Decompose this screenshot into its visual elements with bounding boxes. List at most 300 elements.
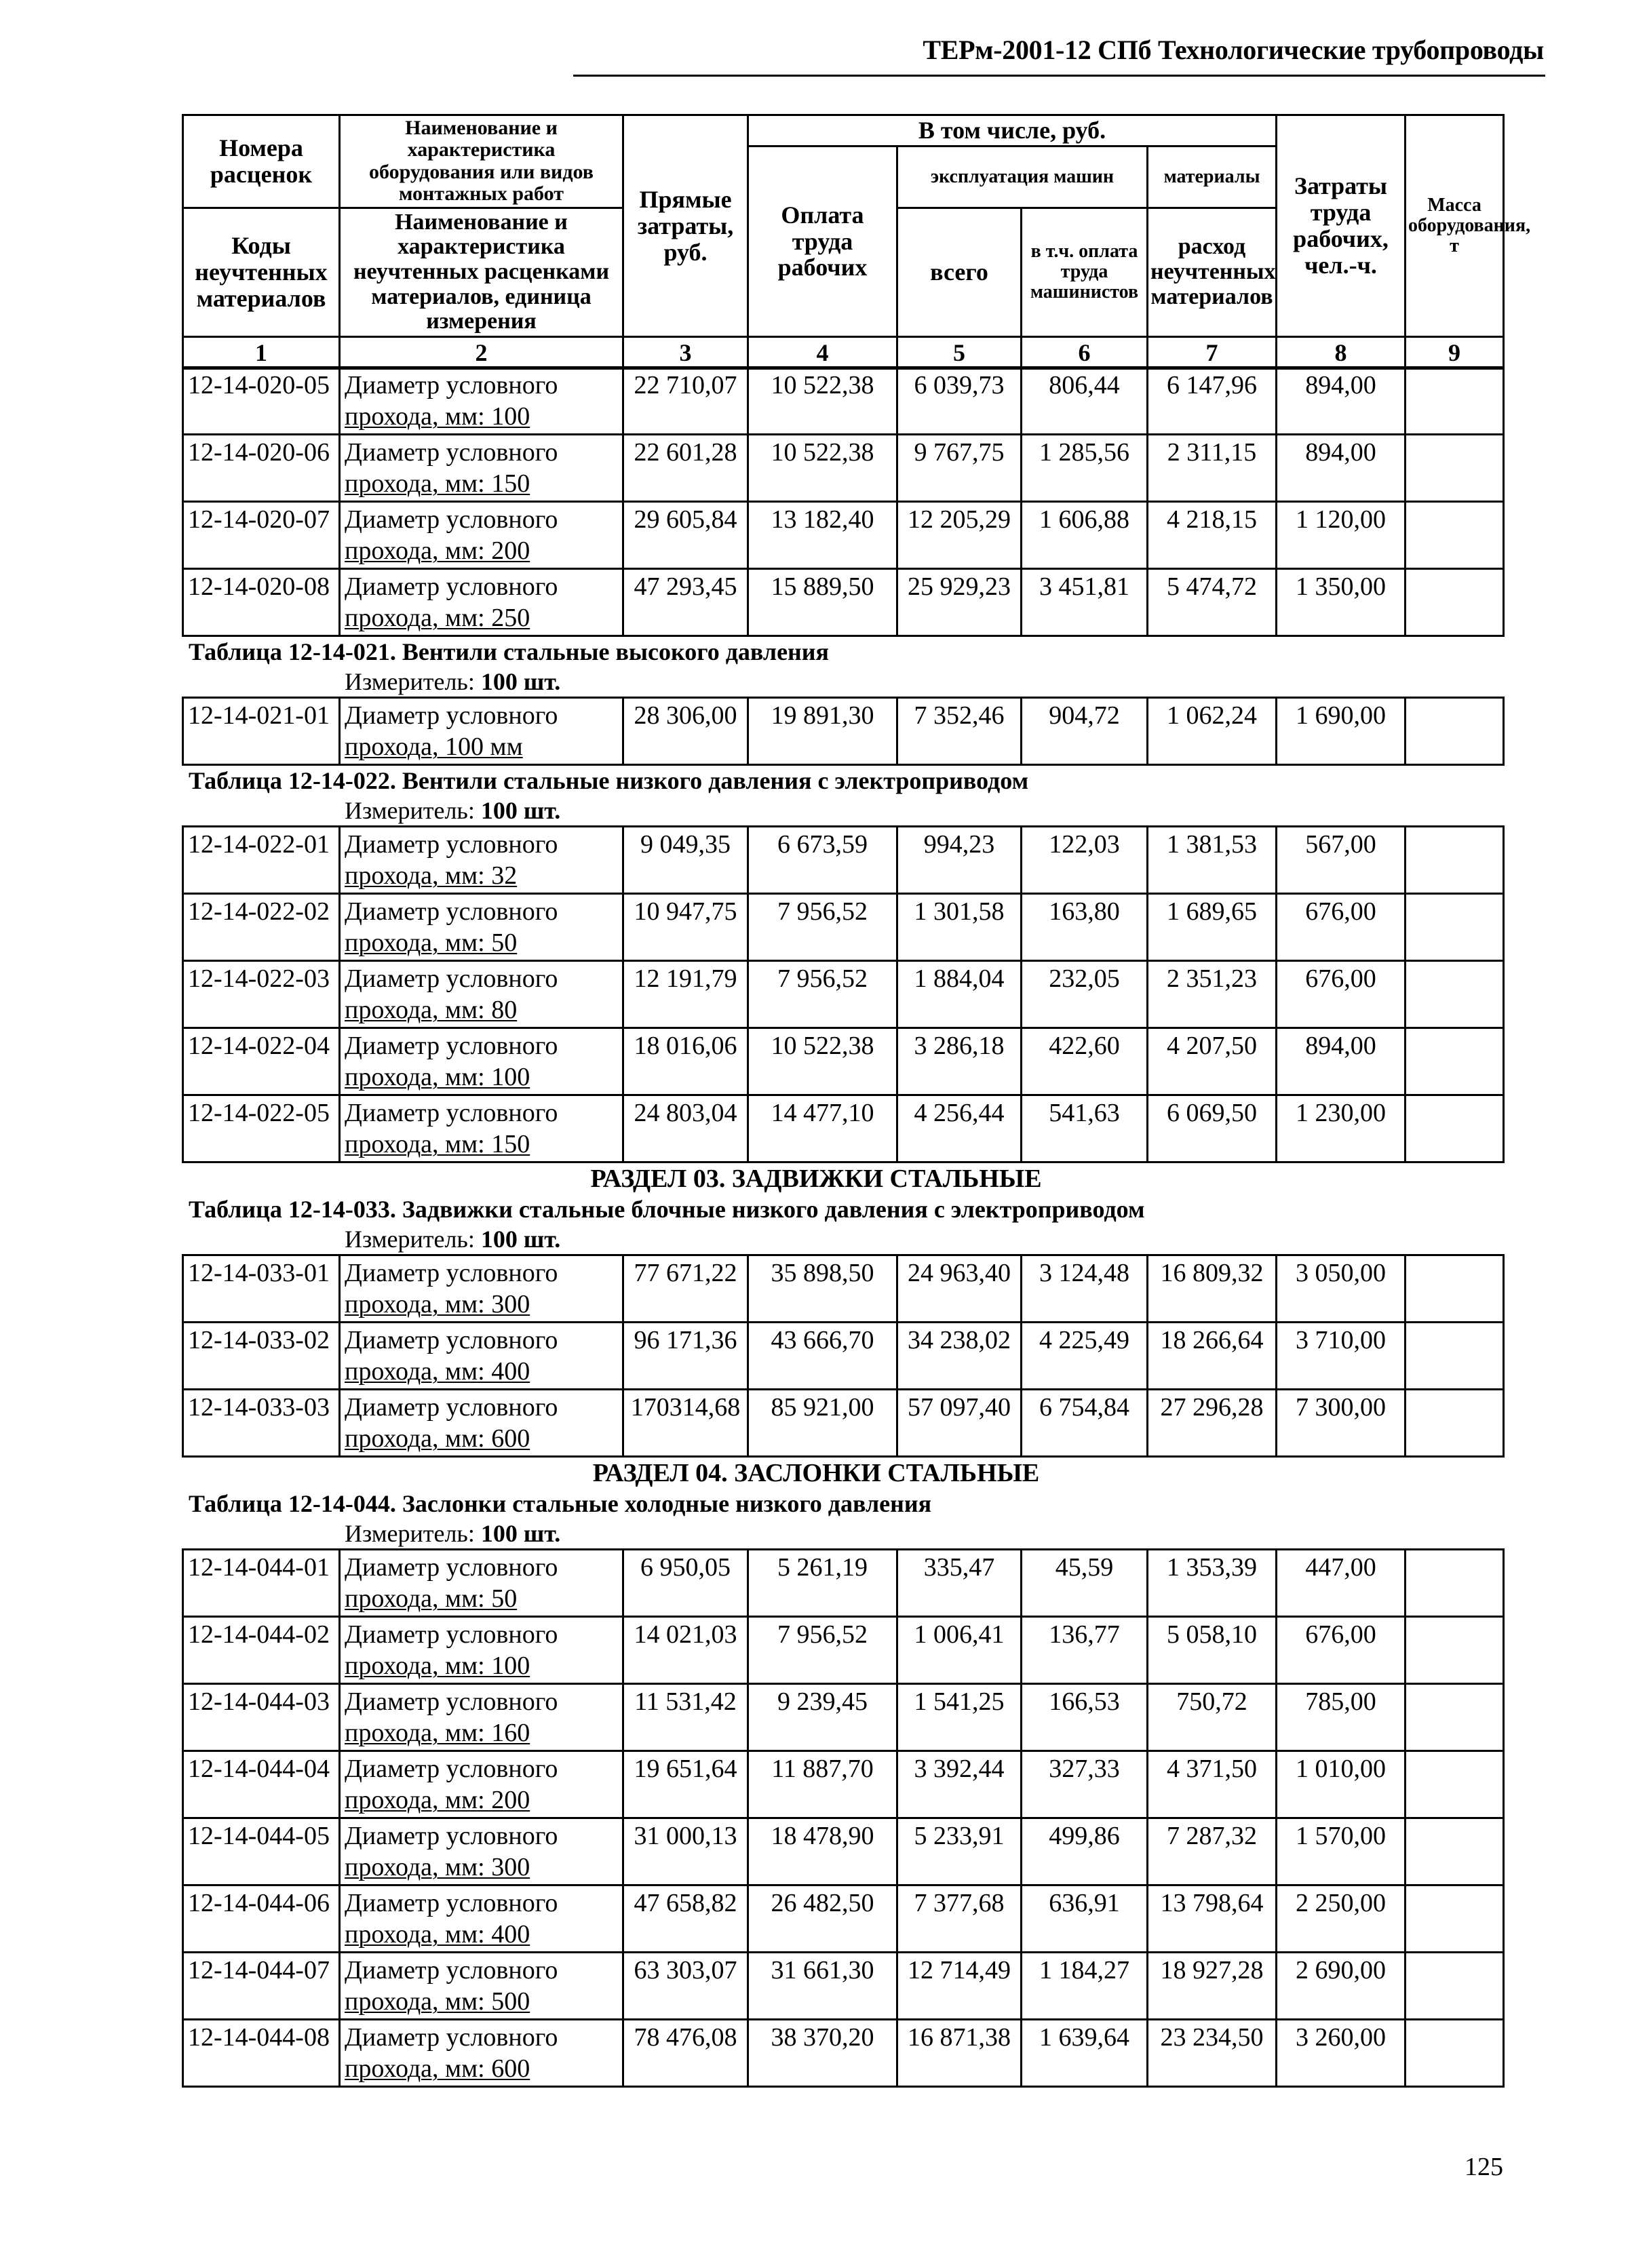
rate-code: 12-14-044-01 [183,1550,340,1617]
value-hours: 7 300,00 [1277,1390,1406,1457]
table-row [183,827,1504,894]
table-row [183,1323,1504,1390]
rate-code: 12-14-044-07 [183,1953,340,2020]
table-row [183,894,1504,961]
col-number: 7 [1148,337,1277,369]
value-direct: 63 303,07 [623,1953,748,2020]
table-caption: Таблица 12-14-021. Вентили стальные высокого давления [189,638,830,665]
table-row [183,1617,1504,1684]
value-mat: 13 798,64 [1148,1885,1277,1953]
value-mat: 18 266,64 [1148,1323,1277,1390]
value-mach: 1 301,58 [897,894,1022,961]
work-description [340,2020,623,2087]
value-labor: 13 182,40 [748,502,897,569]
value-mass [1406,894,1504,961]
description-line2: прохода, мм: 50 [345,928,518,957]
col-number: 3 [623,337,748,369]
description-line1: Диаметр условного [345,505,558,534]
description-line2: прохода, мм: 50 [345,1584,518,1613]
value-mass [1406,1684,1504,1751]
value-mass [1406,698,1504,765]
value-labor: 6 673,59 [748,827,897,894]
value-mach-labor: 1 639,64 [1022,2020,1148,2087]
rate-code: 12-14-020-07 [183,502,340,569]
col2-header-bottom: Наименование и характеристика неучтенных расценками материалов, единица измерения [340,208,623,337]
col-number: 4 [748,337,897,369]
value-mass [1406,1818,1504,1885]
description-line1: Диаметр условного [345,572,558,601]
work-description [340,1323,623,1390]
description-line2: прохода, мм: 80 [345,996,518,1024]
value-mach: 12 205,29 [897,502,1022,569]
work-description [340,1684,623,1751]
value-mat: 750,72 [1148,1684,1277,1751]
measure-line [182,1519,1511,1548]
value-labor: 85 921,00 [748,1390,897,1457]
description-line2: прохода, мм: 100 [345,402,530,431]
value-labor: 14 477,10 [748,1095,897,1162]
value-mass [1406,1390,1504,1457]
rate-code: 12-14-044-06 [183,1885,340,1953]
value-mat: 16 809,32 [1148,1255,1277,1323]
value-direct: 77 671,22 [623,1255,748,1323]
description-line1: Диаметр условного [345,1032,558,1060]
col5-header: всего [897,208,1022,337]
value-mach: 6 039,73 [897,368,1022,435]
value-mass [1406,1323,1504,1390]
rate-code: 12-14-022-05 [183,1095,340,1162]
rate-code: 12-14-033-01 [183,1255,340,1323]
value-mass [1406,502,1504,569]
value-mach: 7 377,68 [897,1885,1022,1953]
value-mach-labor: 4 225,49 [1022,1323,1148,1390]
measure-value: 100 шт. [480,797,561,824]
value-mat: 1 381,53 [1148,827,1277,894]
measure-label: Измеритель: [345,1226,475,1253]
value-labor: 10 522,38 [748,1028,897,1095]
col1-header-bottom: Коды неучтенных материалов [183,208,340,337]
table-block [182,1458,1511,2088]
description-line1: Диаметр условного [345,1620,558,1649]
value-labor: 18 478,90 [748,1818,897,1885]
work-description [340,1885,623,1953]
rates-table [182,1254,1505,1458]
description-line1: Диаметр условного [345,371,558,399]
value-mat: 2 311,15 [1148,435,1277,502]
description-line1: Диаметр условного [345,1687,558,1716]
value-mat: 1 689,65 [1148,894,1277,961]
value-hours: 3 260,00 [1277,2020,1406,2087]
table-row [183,961,1504,1028]
value-direct: 170314,68 [623,1390,748,1457]
work-description [340,894,623,961]
value-mach: 3 286,18 [897,1028,1022,1095]
value-hours: 567,00 [1277,827,1406,894]
rate-code: 12-14-021-01 [183,698,340,765]
rate-code: 12-14-044-08 [183,2020,340,2087]
value-labor: 43 666,70 [748,1323,897,1390]
col8-header: Затраты труда рабочих, чел.-ч. [1277,115,1406,337]
rate-code: 12-14-033-03 [183,1390,340,1457]
measure-label: Измеритель: [345,668,475,695]
value-labor: 11 887,70 [748,1751,897,1818]
col2-header-top: Наименование и характеристика оборудования или видов монтажных работ [340,115,623,208]
description-line2: прохода, мм: 100 [345,1063,530,1091]
value-mach: 25 929,23 [897,569,1022,636]
description-line1: Диаметр условного [345,1956,558,1984]
description-line2: прохода, мм: 200 [345,536,530,565]
description-line1: Диаметр условного [345,1822,558,1850]
table-row [183,1095,1504,1162]
description-line1: Диаметр условного [345,1393,558,1422]
value-hours: 1 010,00 [1277,1751,1406,1818]
value-direct: 12 191,79 [623,961,748,1028]
value-mach-labor: 166,53 [1022,1684,1148,1751]
value-mat: 4 218,15 [1148,502,1277,569]
value-mat: 6 069,50 [1148,1095,1277,1162]
description-line2: прохода, мм: 600 [345,1424,530,1453]
value-hours: 3 710,00 [1277,1323,1406,1390]
value-labor: 19 891,30 [748,698,897,765]
value-labor: 10 522,38 [748,435,897,502]
value-labor: 38 370,20 [748,2020,897,2087]
table-caption: Таблица 12-14-022. Вентили стальные низкого давления с электроприводом [189,767,1029,794]
value-mach: 12 714,49 [897,1953,1022,2020]
rates-table [182,825,1505,1163]
section-title: РАЗДЕЛ 03. ЗАДВИЖКИ СТАЛЬНЫЕ [590,1165,1042,1193]
value-direct: 18 016,06 [623,1028,748,1095]
work-description [340,1818,623,1885]
value-mass [1406,961,1504,1028]
value-mach-labor: 327,33 [1022,1751,1148,1818]
value-mat: 1 353,39 [1148,1550,1277,1617]
value-direct: 19 651,64 [623,1751,748,1818]
value-mach-labor: 136,77 [1022,1617,1148,1684]
column-number-row [183,337,1504,369]
value-hours: 1 350,00 [1277,569,1406,636]
rates-table [182,1548,1505,2088]
description-line1: Диаметр условного [345,701,558,730]
value-mass [1406,1255,1504,1323]
col3-header: Прямые затраты, руб. [623,115,748,337]
group-header: В том числе, руб. [748,115,1277,146]
value-mat: 5 058,10 [1148,1617,1277,1684]
value-mach-labor: 422,60 [1022,1028,1148,1095]
value-hours: 2 250,00 [1277,1885,1406,1953]
value-mach: 5 233,91 [897,1818,1022,1885]
rate-code: 12-14-044-05 [183,1818,340,1885]
value-mass [1406,368,1504,435]
value-mach-labor: 6 754,84 [1022,1390,1148,1457]
col6-header: в т.ч. оплата труда машинистов [1022,208,1148,337]
description-line1: Диаметр условного [345,897,558,926]
value-hours: 1 570,00 [1277,1818,1406,1885]
value-mach: 335,47 [897,1550,1022,1617]
value-labor: 26 482,50 [748,1885,897,1953]
value-mach-labor: 232,05 [1022,961,1148,1028]
table-row [183,368,1504,435]
rate-code: 12-14-022-02 [183,894,340,961]
value-mach: 24 963,40 [897,1255,1022,1323]
work-description [340,435,623,502]
table-row [183,1818,1504,1885]
value-hours: 1 690,00 [1277,698,1406,765]
description-line1: Диаметр условного [345,830,558,859]
work-description [340,1751,623,1818]
col-number: 2 [340,337,623,369]
table-row [183,435,1504,502]
value-mass [1406,1550,1504,1617]
value-hours: 2 690,00 [1277,1953,1406,2020]
value-mach-labor: 806,44 [1022,368,1148,435]
value-mass [1406,435,1504,502]
value-hours: 676,00 [1277,1617,1406,1684]
rates-content [182,366,1511,2088]
description-line2: прохода, мм: 600 [345,2054,530,2083]
value-labor: 7 956,52 [748,1617,897,1684]
value-labor: 31 661,30 [748,1953,897,2020]
measure-line [182,667,1511,697]
description-line2: прохода, мм: 150 [345,469,530,498]
table-row [183,1550,1504,1617]
table-row [183,2020,1504,2087]
value-mach-labor: 1 606,88 [1022,502,1148,569]
table-row [183,698,1504,765]
work-description [340,1617,623,1684]
value-mach-labor: 1 285,56 [1022,435,1148,502]
work-description [340,1390,623,1457]
measure-label: Измеритель: [345,797,475,824]
description-line1: Диаметр условного [345,1553,558,1582]
value-direct: 31 000,13 [623,1818,748,1885]
description-line2: прохода, мм: 400 [345,1357,530,1386]
work-description [340,1953,623,2020]
rate-code: 12-14-044-02 [183,1617,340,1684]
description-line1: Диаметр условного [345,964,558,993]
description-line2: прохода, мм: 250 [345,604,530,632]
value-mach: 57 097,40 [897,1390,1022,1457]
rate-code: 12-14-044-03 [183,1684,340,1751]
value-mach-labor: 3 124,48 [1022,1255,1148,1323]
value-mass [1406,569,1504,636]
measure-value: 100 шт. [480,1226,561,1253]
value-mach: 16 871,38 [897,2020,1022,2087]
value-labor: 9 239,45 [748,1684,897,1751]
measure-label: Измеритель: [345,1520,475,1547]
table-row [183,502,1504,569]
value-hours: 676,00 [1277,961,1406,1028]
value-direct: 10 947,75 [623,894,748,961]
description-line1: Диаметр условного [345,1259,558,1287]
rate-code: 12-14-020-05 [183,368,340,435]
work-description [340,368,623,435]
value-labor: 35 898,50 [748,1255,897,1323]
table-row [183,1684,1504,1751]
description-line1: Диаметр условного [345,2023,558,2052]
col1-header-top: Номера расценок [183,115,340,208]
value-direct: 22 601,28 [623,435,748,502]
work-description [340,827,623,894]
machines-header: эксплуатация машин [897,146,1148,208]
value-mach: 994,23 [897,827,1022,894]
rate-code: 12-14-020-08 [183,569,340,636]
description-line1: Диаметр условного [345,1099,558,1127]
table-block [182,637,1511,766]
rate-code: 12-14-022-01 [183,827,340,894]
value-hours: 676,00 [1277,894,1406,961]
value-mass [1406,1617,1504,1684]
col-number: 6 [1022,337,1148,369]
work-description [340,961,623,1028]
value-mass [1406,1751,1504,1818]
value-mach: 1 884,04 [897,961,1022,1028]
work-description [340,502,623,569]
value-mat: 27 296,28 [1148,1390,1277,1457]
description-line2: прохода, мм: 32 [345,861,518,890]
description-line2: прохода, мм: 160 [345,1719,530,1747]
table-row [183,1885,1504,1953]
work-description [340,1028,623,1095]
rate-code: 12-14-022-04 [183,1028,340,1095]
value-mach-labor: 1 184,27 [1022,1953,1148,2020]
value-mat: 5 474,72 [1148,569,1277,636]
value-mach: 4 256,44 [897,1095,1022,1162]
col-number: 8 [1277,337,1406,369]
value-hours: 785,00 [1277,1684,1406,1751]
value-direct: 29 605,84 [623,502,748,569]
section-title: РАЗДЕЛ 04. ЗАСЛОНКИ СТАЛЬНЫЕ [592,1459,1040,1487]
table-block [182,766,1511,1163]
value-mach: 1 006,41 [897,1617,1022,1684]
value-hours: 3 050,00 [1277,1255,1406,1323]
value-hours: 1 120,00 [1277,502,1406,569]
value-hours: 894,00 [1277,368,1406,435]
col-number: 1 [183,337,340,369]
col9-header: Масса оборудования, т [1406,115,1504,337]
value-hours: 894,00 [1277,435,1406,502]
page-number: 125 [1465,2153,1503,2181]
value-mach: 1 541,25 [897,1684,1022,1751]
description-line1: Диаметр условного [345,438,558,467]
work-description [340,1095,623,1162]
value-direct: 96 171,36 [623,1323,748,1390]
rate-code: 12-14-033-02 [183,1323,340,1390]
table-block [182,1163,1511,1458]
value-hours: 894,00 [1277,1028,1406,1095]
description-line1: Диаметр условного [345,1755,558,1783]
value-labor: 5 261,19 [748,1550,897,1617]
col4-header: Оплата труда рабочих [748,146,897,336]
value-mach: 9 767,75 [897,435,1022,502]
table-caption: Таблица 12-14-044. Заслонки стальные холодные низкого давления [189,1490,932,1517]
value-direct: 11 531,42 [623,1684,748,1751]
value-mass [1406,1028,1504,1095]
value-direct: 28 306,00 [623,698,748,765]
measure-line [182,796,1511,825]
value-mass [1406,1095,1504,1162]
table-row [183,1953,1504,2020]
value-hours: 447,00 [1277,1550,1406,1617]
table-row [183,1028,1504,1095]
measure-value: 100 шт. [480,1520,561,1547]
rates-table [182,366,1505,637]
work-description [340,1550,623,1617]
header-rule [573,75,1545,77]
value-direct: 78 476,08 [623,2020,748,2087]
value-mat: 6 147,96 [1148,368,1277,435]
value-hours: 1 230,00 [1277,1095,1406,1162]
value-mach-labor: 904,72 [1022,698,1148,765]
value-labor: 7 956,52 [748,894,897,961]
description-line2: прохода, мм: 500 [345,1987,530,2016]
col7-header: расход неучтенных материалов [1148,208,1277,337]
value-mass [1406,1885,1504,1953]
value-direct: 9 049,35 [623,827,748,894]
value-mach-labor: 3 451,81 [1022,569,1148,636]
value-direct: 24 803,04 [623,1095,748,1162]
value-mat: 2 351,23 [1148,961,1277,1028]
col-number: 9 [1406,337,1504,369]
rates-table [182,697,1505,766]
work-description [340,1255,623,1323]
page-header-title: ТЕРм-2001-12 СПб Технологические трубопроводы [923,35,1544,65]
table-row [183,1751,1504,1818]
value-mat: 7 287,32 [1148,1818,1277,1885]
value-mach-labor: 163,80 [1022,894,1148,961]
value-labor: 15 889,50 [748,569,897,636]
description-line2: прохода, мм: 200 [345,1786,530,1814]
rate-code: 12-14-020-06 [183,435,340,502]
description-line2: прохода, мм: 100 [345,1651,530,1680]
value-mach: 34 238,02 [897,1323,1022,1390]
value-labor: 7 956,52 [748,961,897,1028]
value-mach-labor: 122,03 [1022,827,1148,894]
description-line1: Диаметр условного [345,1889,558,1917]
description-line1: Диаметр условного [345,1326,558,1354]
value-direct: 47 658,82 [623,1885,748,1953]
value-direct: 14 021,03 [623,1617,748,1684]
value-mach: 7 352,46 [897,698,1022,765]
description-line2: прохода, мм: 300 [345,1290,530,1318]
value-direct: 22 710,07 [623,368,748,435]
value-direct: 47 293,45 [623,569,748,636]
value-mat: 4 207,50 [1148,1028,1277,1095]
value-mach-labor: 636,91 [1022,1885,1148,1953]
value-labor: 10 522,38 [748,368,897,435]
value-mass [1406,1953,1504,2020]
value-mach: 3 392,44 [897,1751,1022,1818]
value-direct: 6 950,05 [623,1550,748,1617]
table-row [183,569,1504,636]
value-mat: 18 927,28 [1148,1953,1277,2020]
value-mach-labor: 541,63 [1022,1095,1148,1162]
table-caption: Таблица 12-14-033. Задвижки стальные блочные низкого давления с электроприводом [189,1196,1145,1223]
col-number: 5 [897,337,1022,369]
materials-header: материалы [1148,146,1277,208]
measure-line [182,1224,1511,1254]
value-mat: 1 062,24 [1148,698,1277,765]
description-line2: прохода, мм: 300 [345,1853,530,1881]
rate-code: 12-14-044-04 [183,1751,340,1818]
description-line2: прохода, 100 мм [345,732,523,761]
table-row [183,1255,1504,1323]
measure-value: 100 шт. [480,668,561,695]
description-line2: прохода, мм: 400 [345,1920,530,1949]
description-line2: прохода, мм: 150 [345,1130,530,1158]
rate-code: 12-14-022-03 [183,961,340,1028]
value-mach-labor: 45,59 [1022,1550,1148,1617]
value-mach-labor: 499,86 [1022,1818,1148,1885]
